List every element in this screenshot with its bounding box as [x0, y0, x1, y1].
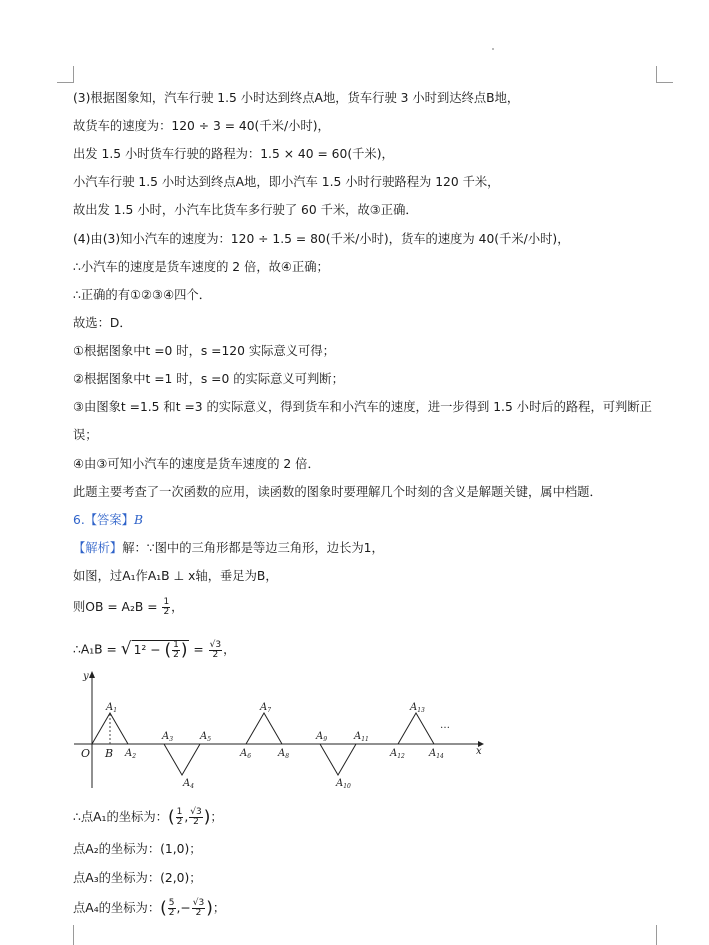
frac-den: 2	[193, 817, 199, 827]
a1b-post: ，	[223, 642, 236, 657]
text-line: ③由图象t =1.5 和t =3 的实际意义，得到货车和小汽车的速度，进一步得到 1.5 小时后的路程，可判断正	[73, 400, 652, 414]
origin-label: O	[81, 747, 91, 760]
paren-open: (	[160, 898, 167, 919]
point-label: $A_{11}$	[354, 731, 369, 743]
ob-formula-post: ，	[171, 600, 184, 614]
b-label: B	[105, 747, 114, 760]
frac-num: 1	[176, 807, 183, 817]
point-label: $A_8$	[278, 748, 290, 760]
speck	[492, 48, 494, 50]
text-line: ∴小汽车的速度是货车速度的 2 倍，故④正确；	[73, 260, 329, 274]
text-line: 小汽车行驶 1.5 小时达到终点A地，即小汽车 1.5 小时行驶路程为 120 千米，	[73, 175, 500, 189]
frac-a1-y	[189, 808, 202, 827]
a1-pre: ∴点A₁的坐标为：	[73, 810, 168, 824]
triangle-a7	[246, 713, 282, 744]
text-line: (4)由(3)知小汽车的速度为：120 ÷ 1.5 = 80(千米/小时)，货车的速度为 40(千米/小时)，	[73, 232, 570, 246]
text-line: ①根据图象中t =0 时，s =120 实际意义可得；	[73, 344, 335, 358]
text-line: 如图，过A₁作A₁B ⊥ x轴，垂足为B，	[73, 569, 278, 583]
answer-bracket: 【答案】	[84, 513, 134, 527]
triangle-figure	[70, 664, 490, 794]
triangle-a10	[320, 744, 356, 775]
analysis-text: 解：∵图中的三角形都是等边三角形，边长为1，	[122, 541, 384, 555]
a4-coordinate: 点A₄的坐标为：( $\frac{5}{2}$ ,− $\frac{√3}{2}$ )；	[73, 898, 226, 919]
corner-mark-top-left	[57, 66, 74, 83]
frac-num: √3	[192, 898, 205, 908]
paren-open: (	[164, 640, 172, 661]
answer-letter: B	[133, 513, 143, 527]
text-line: 故货车的速度为：120 ÷ 3 = 40(千米/小时)，	[73, 119, 330, 133]
sqrt-expression	[121, 640, 190, 660]
triangle-a13	[398, 713, 434, 744]
a1b-pre: ∴A₁B =	[73, 642, 121, 657]
text-line: 出发 1.5 小时货车行驶的路程为：1.5 × 40 = 60(千米)，	[73, 147, 394, 161]
point-label: $A_{13}$	[410, 702, 425, 714]
text-line: 故出发 1.5 小时，小汽车比货车多行驶了 60 千米，故③正确．	[73, 203, 418, 217]
text-line: 点A₂的坐标为：(1,0)；	[73, 842, 202, 856]
text-line: 点A₃的坐标为：(2,0)；	[73, 871, 202, 885]
corner-mark-bottom-left	[57, 925, 74, 945]
a1-coordinate: ∴点A₁的坐标为：( $\frac{1}{2}$ , $\frac{√3}{2}$ )；	[73, 807, 223, 828]
x-axis-label: x	[476, 746, 482, 757]
frac-den: 2	[176, 817, 183, 827]
a1b-formula	[73, 640, 235, 660]
radical-sign: √	[120, 639, 132, 659]
ob-formula-pre: 则OB = A₂B =	[73, 600, 162, 614]
text-line: ②根据图象中t =1 时，s =0 的实际意义可判断；	[73, 372, 344, 386]
y-axis-label: y	[83, 671, 89, 682]
frac-den: 2	[195, 908, 202, 918]
frac-a4-x	[168, 899, 176, 918]
text-line: 此题主要考查了一次函数的应用，读函数的图象时要理解几个时刻的含义是解题关键，属中档题．	[73, 485, 602, 499]
frac-num: 1	[173, 640, 179, 650]
corner-mark-top-right	[656, 66, 673, 83]
frac-num: √3	[209, 639, 222, 650]
fraction-half	[162, 598, 170, 617]
text-line: ④由③可知小汽车的速度是货车速度的 2 倍．	[73, 457, 320, 471]
frac-den: 2	[163, 607, 170, 617]
point-label: $A_9$	[316, 731, 328, 743]
minus-sign: −	[180, 901, 191, 915]
analysis-line	[73, 540, 384, 556]
paren-open: (	[167, 807, 175, 828]
text-line: (3)根据图象知，汽车行驶 1.5 小时达到终点A地，货车行驶 3 小时到达终点B地，	[73, 91, 520, 105]
ellipsis-label: …	[440, 720, 450, 731]
a4-pre: 点A₄的坐标为：	[73, 901, 161, 915]
paren-close: )	[203, 807, 211, 828]
point-label: $A_3$	[162, 731, 174, 743]
a4-post: ；	[212, 901, 226, 915]
point-label: $A_{10}$	[336, 778, 351, 790]
a1-post: ；	[210, 810, 223, 824]
frac-den: 2	[173, 650, 179, 660]
point-label: $A_1$	[106, 702, 118, 714]
analysis-tag: 【解析】	[73, 541, 123, 555]
text-line: ∴正确的有①②③④四个．	[73, 288, 211, 302]
frac-a1-x	[176, 808, 184, 827]
ob-formula	[73, 598, 183, 617]
point-label: $A_{12}$	[390, 748, 405, 760]
question-number: 6.	[73, 513, 85, 527]
point-label: $A_5$	[200, 731, 212, 743]
point-label: $A_7$	[260, 702, 272, 714]
text-line: 误；	[73, 428, 98, 442]
fraction-sqrt3-2	[209, 641, 222, 660]
triangle-a4	[164, 744, 200, 775]
frac-num: √3	[190, 807, 202, 817]
frac-den: 2	[168, 908, 175, 918]
radicand-text: 1² −	[133, 643, 165, 657]
point-label: $A_2$	[125, 748, 137, 760]
frac-num: 1	[163, 597, 170, 607]
y-axis-arrow-icon	[89, 671, 95, 678]
frac-a4-y	[192, 899, 205, 918]
answer-heading	[73, 512, 143, 528]
paren-close: )	[206, 898, 213, 919]
radicand	[132, 640, 190, 660]
frac-num: 5	[168, 898, 175, 908]
paren-close: )	[180, 640, 188, 661]
equals: =	[189, 642, 208, 657]
point-label: $A_6$	[240, 748, 252, 760]
point-label: $A_4$	[183, 778, 195, 790]
text-line: 故选：D．	[73, 316, 132, 330]
frac-den: 2	[212, 649, 219, 660]
point-label: $A_{14}$	[429, 748, 444, 760]
corner-mark-bottom-right	[656, 925, 673, 945]
fraction-half	[172, 641, 180, 660]
